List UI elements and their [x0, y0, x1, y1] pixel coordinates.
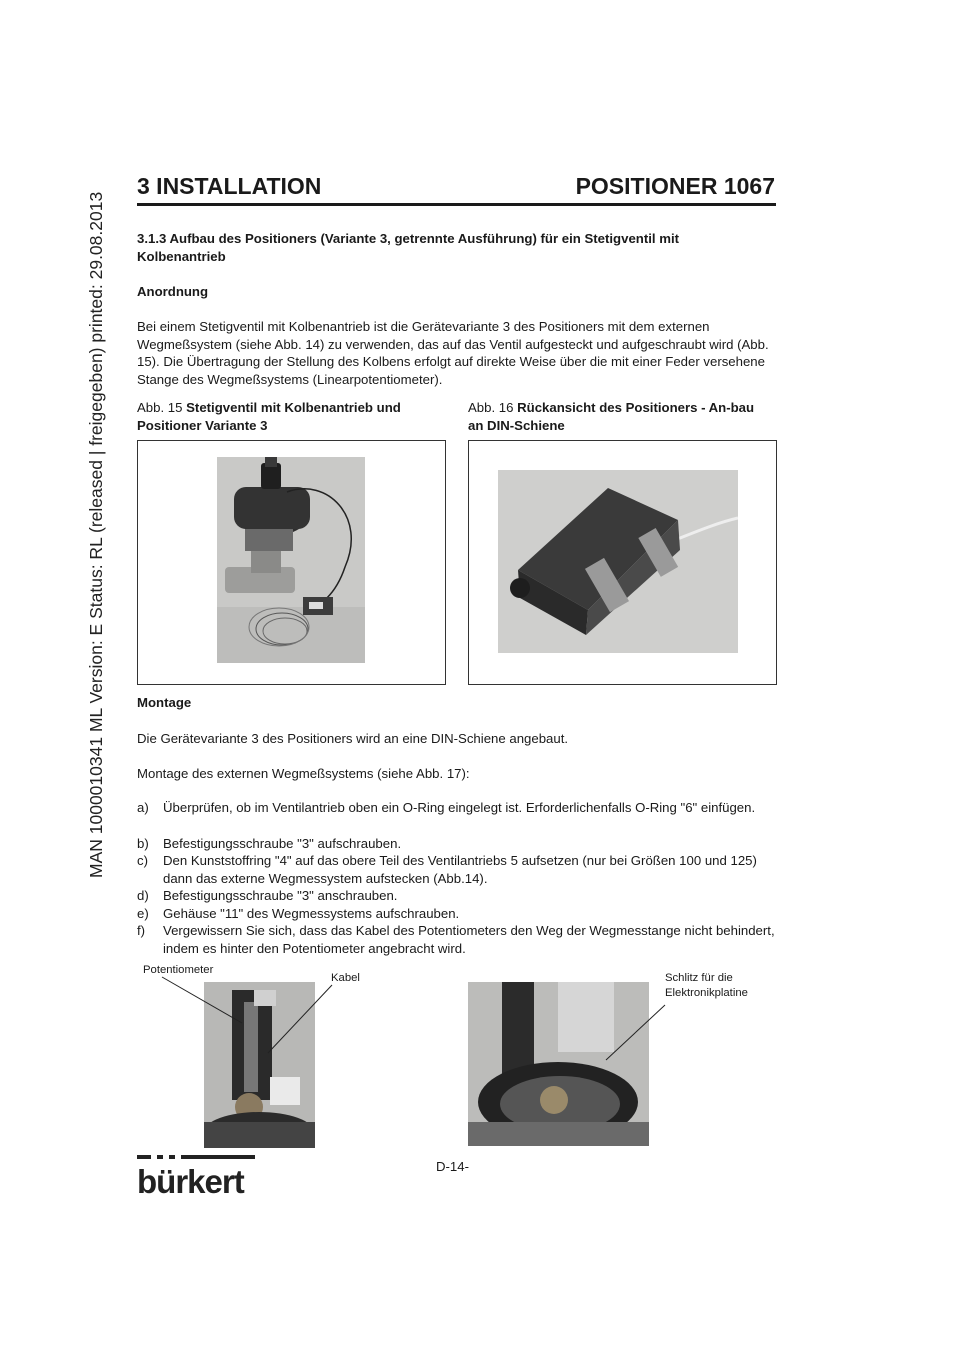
subsection-heading-montage: Montage — [137, 695, 192, 710]
page-number: D-14- — [436, 1159, 469, 1174]
montage-paragraph-2: Montage des externen Wegmeßsystems (siehe Abb. 17): — [137, 766, 470, 781]
figure-15-prefix: Abb. 15 — [137, 400, 183, 415]
list-item-label: d) — [137, 888, 149, 903]
chapter-title: 3 INSTALLATION — [137, 173, 322, 199]
section-heading: 3.1.3 Aufbau des Positioners (Variante 3, getrennte Ausführung) für ein Stetigventil mit Kolbenantrieb — [137, 231, 679, 264]
list-item-text: Überprüfen, ob im Ventilantrieb oben ein O-Ring eingelegt ist. Erforderlichenfalls O-Ring "6" einfügen. — [163, 800, 756, 815]
header-rule — [137, 203, 776, 206]
label-potentiometer: Potentiometer — [143, 964, 214, 976]
figure-16-prefix: Abb. 16 — [468, 400, 514, 415]
figure-15-photo — [217, 457, 365, 663]
figure-15-caption — [137, 399, 437, 434]
label-schlitz-line1: Schlitz für die — [665, 972, 733, 984]
callout-leader-lines — [150, 975, 670, 1065]
list-item-text: Den Kunststoffring "4" auf das obere Teil des Ventilantriebs 5 aufsetzen (nur bei Größen 100 und 125) dann das externe Wegmessystem aufstecken (Abb.14). — [163, 853, 757, 886]
label-schlitz-line2: Elektronikplatine — [665, 987, 748, 999]
burkert-logo — [137, 1155, 257, 1198]
logo-wordmark: bürkert — [137, 1163, 244, 1200]
list-item-label: b) — [137, 836, 149, 851]
list-item-text: Gehäuse "11" des Wegmessystems aufschrauben. — [163, 906, 460, 921]
intro-paragraph: Bei einem Stetigventil mit Kolbenantrieb ist die Gerätevariante 3 des Positioners mit dem externen Wegmeßsystem (siehe Abb. 14) zu verwenden, das auf das Ventil aufgesteckt und aufgeschraubt wird (Abb. 15). Die Übertragung der Stellung des Kolbens erfolgt auf direkte Weise über die mit einer Feder versehene Stange des Wegmeßsystems (Linearpotentiometer). — [137, 319, 769, 387]
list-item-label: e) — [137, 906, 149, 921]
list-item-label: f) — [137, 923, 146, 938]
figure-15-title: Stetigventil mit Kolbenantrieb und Positioner Variante 3 — [137, 400, 401, 433]
product-title: POSITIONER 1067 — [575, 173, 775, 199]
montage-paragraph-1: Die Gerätevariante 3 des Positioners wird an eine DIN-Schiene angebaut. — [137, 731, 569, 746]
figure-16-title: Rückansicht des Positioners - An-bau an DIN-Schiene — [468, 400, 755, 433]
list-item-label: c) — [137, 853, 148, 868]
list-item-label: a) — [137, 800, 149, 815]
label-kabel: Kabel — [331, 972, 360, 984]
figure-16-photo — [498, 470, 738, 653]
figure-16-caption — [468, 399, 773, 434]
list-item-text: Befestigungsschraube "3" aufschrauben. — [163, 836, 402, 851]
list-item-text: Vergewissern Sie sich, dass das Kabel des Potentiometers den Weg der Wegmesstange nicht behindert, indem es hinter den Potentiometer angebracht wird. — [163, 923, 775, 956]
side-print-stamp: MAN 1000010341 ML Version: E Status: RL (released | freigegeben) printed: 29.08.2013 — [86, 191, 106, 878]
list-item-text: Befestigungsschraube "3" anschrauben. — [163, 888, 398, 903]
subsection-heading-anordnung: Anordnung — [137, 284, 209, 299]
